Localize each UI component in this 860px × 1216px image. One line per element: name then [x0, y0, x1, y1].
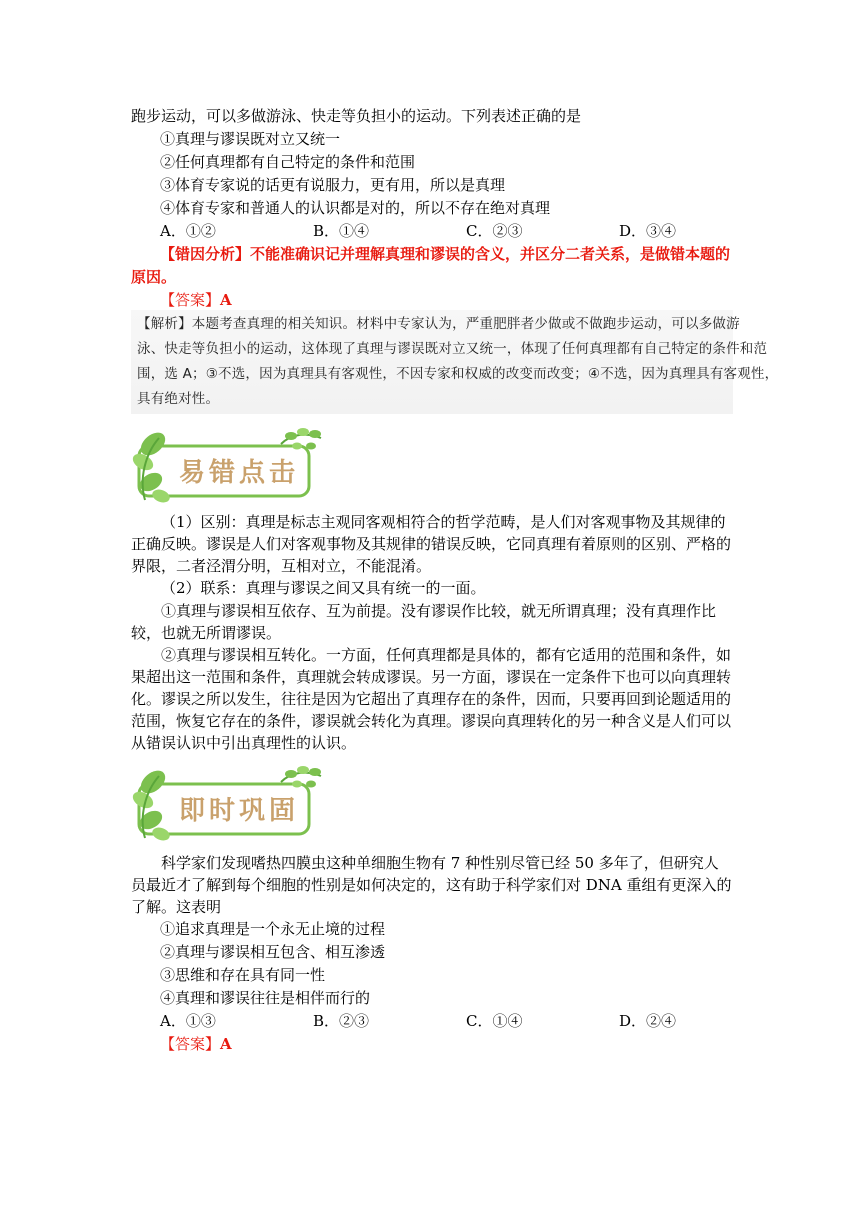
q2-option-c: C．①④: [466, 1012, 523, 1030]
point-connection: （2）联系：真理与谬误之间又具有统一的一面。: [161, 579, 486, 597]
analysis-line-2: 泳、快走等负担小的运动，这体现了真理与谬误既对立又统一，体现了任何真理都有自己特定的条件和范: [137, 341, 768, 357]
point-interdependence: ①真理与谬误相互依存、互为前提。没有谬误作比较，就无所谓真理；没有真理作比较，也就无所谓谬误。: [131, 602, 717, 642]
q1-error-analysis: [160, 243, 730, 265]
error-label: 【错因分析】: [160, 245, 251, 263]
error-text-1: 不能准确识记并理解真理和谬误的含义，并区分二者关系，是做错本题的: [250, 245, 731, 263]
q1-answer: [160, 289, 232, 311]
q1-item-3: ③体育专家说的话更有说服力，更有用，所以是真理: [160, 176, 506, 194]
answer-value: A: [220, 1035, 232, 1053]
q2-item-1: ①追求真理是一个永无止境的过程: [160, 920, 386, 938]
analysis-line-4: 具有绝对性。: [137, 391, 220, 407]
q2-stem: 科学家们发现嗜热四膜虫这种单细胞生物有 7 种性别尽管已经 50 多年了，但研究人员最近才了解到每个细胞的性别是如何决定的，这有助于科学家们对 DNA 重组有更深入的了解。这表明: [131, 854, 732, 916]
q1-item-1: ①真理与谬误既对立又统一: [160, 130, 341, 148]
q2-option-a: A．①③: [160, 1012, 216, 1030]
answer-label: 【答案】: [160, 1035, 221, 1053]
q1-option-b: B．①④: [313, 222, 370, 240]
banner-title: 易错点击: [179, 458, 300, 488]
q2-option-b: B．②③: [313, 1012, 370, 1030]
answer-label: 【答案】: [160, 291, 221, 309]
analysis-line-3: 围，选 A；③不选，因为真理具有客观性，不因专家和权威的改变而改变；④不选，因为真理具有客观性，: [137, 366, 779, 382]
answer-value: A: [220, 291, 232, 309]
analysis-scan-image: [131, 310, 779, 414]
q2-item-2: ②真理与谬误相互包含、相互渗透: [160, 943, 386, 961]
q2-item-4: ④真理和谬误往往是相伴而行的: [160, 989, 371, 1007]
q1-option-c: C．②③: [466, 222, 523, 240]
banner-practice: [131, 762, 331, 842]
q2-answer: [160, 1033, 232, 1055]
q1-stem: 跑步运动，可以多做游泳、快走等负担小的运动。下列表述正确的是: [131, 107, 582, 125]
point-difference: （1）区别：真理是标志主观同客观相符合的哲学范畴，是人们对客观事物及其规律的正确反映。谬误是人们对客观事物及其规律的错误反映，它同真理有着原则的区别、严格的界限，二者泾渭分明，互相对立，不能混淆。: [131, 513, 732, 575]
q1-option-a: A．①②: [160, 222, 216, 240]
analysis-line-1: 【解析】本题考查真理的相关知识。材料中专家认为，严重肥胖者少做或不做跑步运动，可以多做游: [137, 316, 740, 332]
q1-item-4: ④体育专家和普通人的认识都是对的，所以不存在绝对真理: [160, 199, 551, 217]
banner-error-points: [131, 424, 331, 504]
q2-option-d: D．②④: [619, 1012, 677, 1030]
q1-error-text-2: 原因。: [131, 268, 177, 286]
point-transformation: ②真理与谬误相互转化。一方面，任何真理都是具体的，都有它适用的范围和条件，如果超出这一范围和条件，真理就会转成谬误。另一方面，谬误在一定条件下也可以向真理转化。谬误之所以发生，往往是因为它超出了真理存在的条件，因而，只要再回到论题适用的范围，恢复它存在的条件，谬误就会转化为真理。谬误向真理转化的另一种含义是人们可以从错误认识中引出真理性的认识。: [131, 646, 732, 752]
q2-item-3: ③思维和存在具有同一性: [160, 966, 326, 984]
q1-option-d: D．③④: [619, 222, 677, 240]
q1-item-2: ②任何真理都有自己特定的条件和范围: [160, 153, 416, 171]
banner-title: 即时巩固: [179, 796, 300, 826]
